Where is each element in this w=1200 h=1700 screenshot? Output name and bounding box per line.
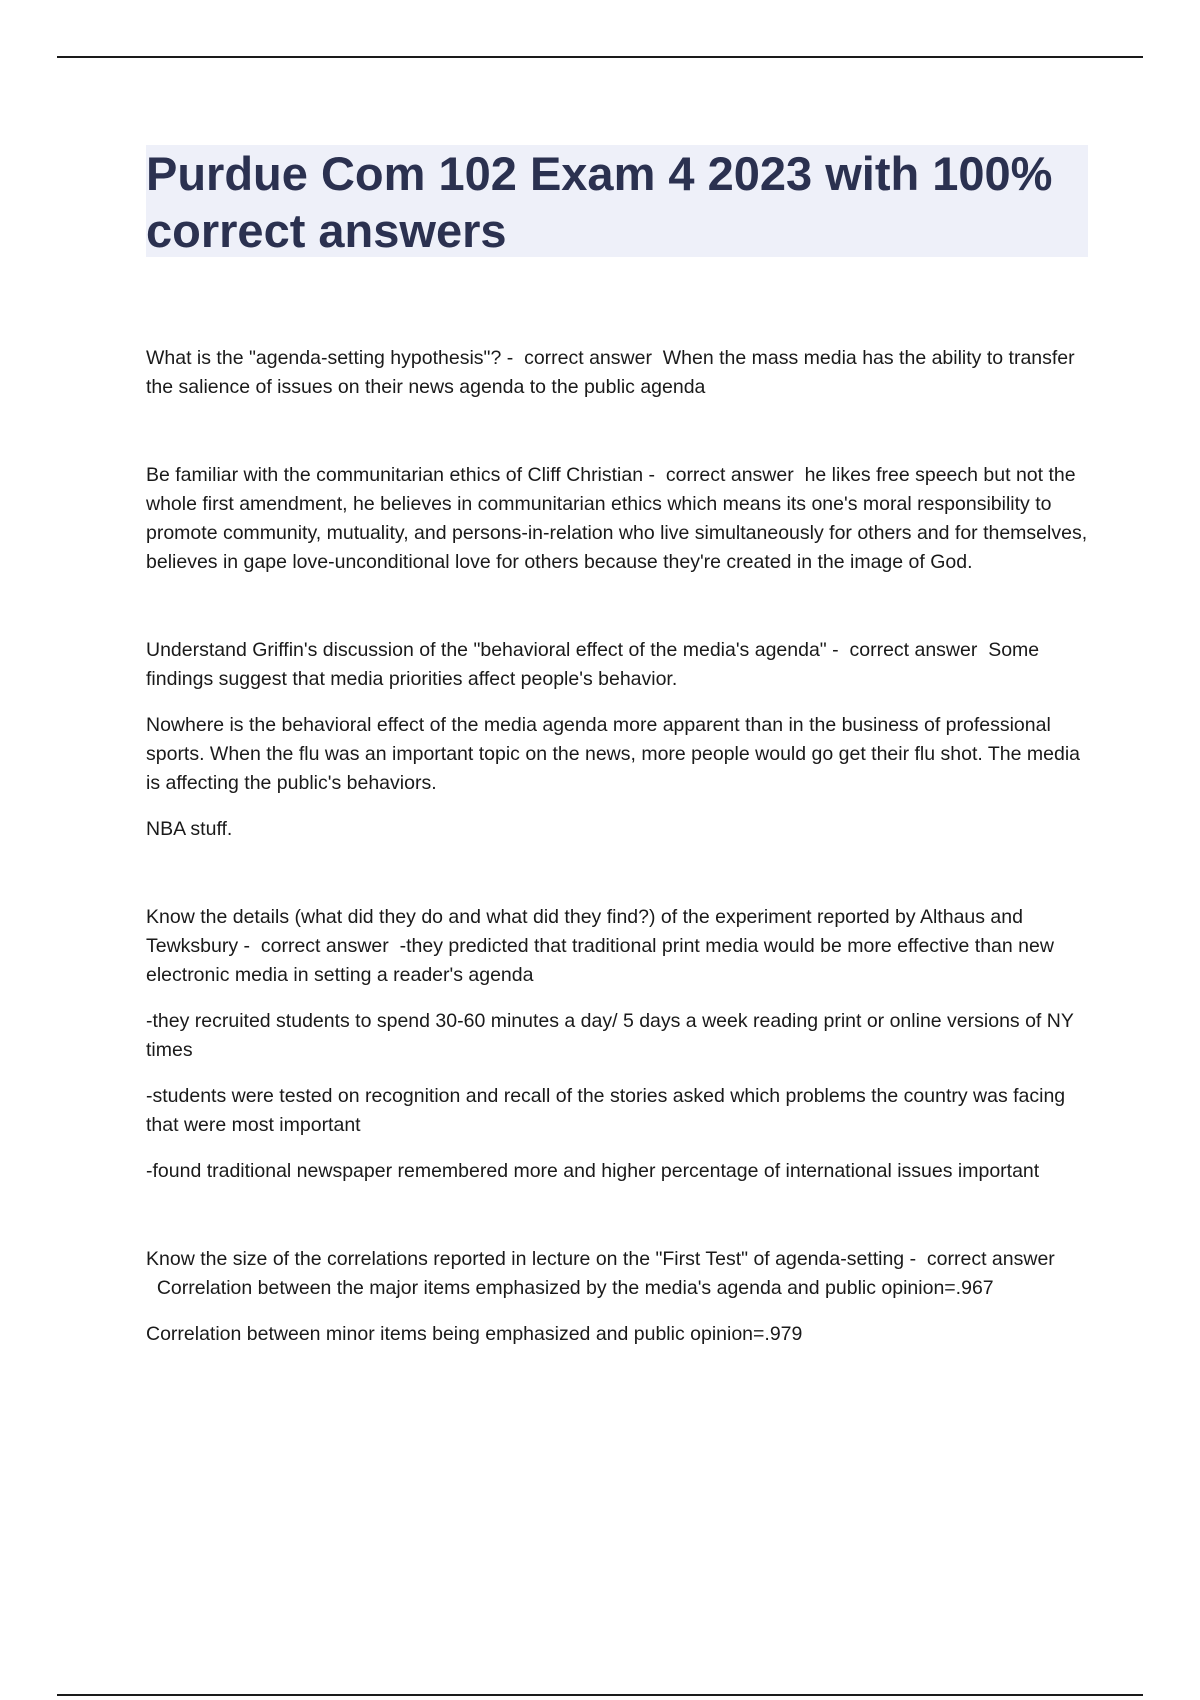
top-rule (57, 56, 1143, 58)
question-text: Know the size of the correlations reported in lecture on the "First Test" of agenda-setting (146, 1248, 905, 1270)
answer-text: Some findings suggest that media priorities affect people's behavior. (146, 639, 1040, 690)
answer-marker: correct answer (665, 464, 794, 486)
page-title: Purdue Com 102 Exam 4 2023 with 100% correct answers (146, 147, 1053, 257)
qa-item (146, 1245, 1092, 1349)
answer-marker: correct answer (524, 347, 652, 369)
question-text: Know the details (what did they do and what did they find?) of the experiment reported by Althaus and Tewksbury (146, 906, 1023, 957)
answer-paragraph: NBA stuff. (146, 818, 233, 840)
question-text: What is the "agenda-setting hypothesis"? (146, 347, 502, 369)
qa-first-paragraph: What is the "agenda-setting hypothesis"? - correct answer When the mass media has the ability to transfer the salience of issues on their news agenda to the public agenda (146, 347, 1075, 398)
qa-first-paragraph: Be familiar with the communitarian ethics of Cliff Christian - correct answer he likes free speech but not the whole first amendment, he believes in communitarian ethics which means its one's moral responsibility to promote community, mutuality, and persons-in-relation who live simultaneously for others and for themselves, believes in gape love-unconditional love for others because they're created in the image of God. (146, 464, 1088, 573)
answer-marker: correct answer (260, 935, 389, 957)
qa-first-paragraph: Understand Griffin's discussion of the "behavioral effect of the media's agenda" - correct answer Some findings suggest that media priorities affect people's behavior. (146, 639, 1040, 690)
answer-text: -they predicted that traditional print media would be more effective than new electronic media in setting a reader's agenda (146, 935, 1054, 986)
answer-marker: correct answer (926, 1248, 1055, 1270)
answer-paragraph: -they recruited students to spend 30-60 minutes a day/ 5 days a week reading print or online versions of NY times (146, 1010, 1074, 1061)
answer-text: When the mass media has the ability to transfer the salience of issues on their news agenda to the public agenda (146, 347, 1075, 398)
question-text: Understand Griffin's discussion of the "behavioral effect of the media's agenda" (146, 639, 827, 661)
bottom-rule (57, 1694, 1143, 1696)
answer-paragraph: Correlation between minor items being emphasized and public opinion=.979 (146, 1323, 803, 1345)
answer-text: he likes free speech but not the whole first amendment, he believes in communitarian ethics which means its one's moral responsibility to promote community, mutuality, and persons-in-relation who live simultaneously for others and for themselves, believes in gape love-unconditional love for others because they're created in the image of God. (146, 464, 1088, 573)
qa-item (146, 903, 1092, 1186)
qa-first-paragraph: Know the size of the correlations reported in lecture on the "First Test" of agenda-setting - correct answer Correlation between the major items emphasized by the media's agenda and public opinion=.967 (146, 1248, 1055, 1299)
qa-list (146, 344, 1092, 1408)
answer-marker: correct answer (849, 639, 978, 661)
answer-text: Correlation between the major items emphasized by the media's agenda and public opinion=.967 (156, 1277, 994, 1299)
answer-paragraph: -found traditional newspaper remembered more and higher percentage of international issues important (146, 1160, 1040, 1182)
qa-item (146, 461, 1092, 577)
answer-paragraph: -students were tested on recognition and recall of the stories asked which problems the country was facing that were most important (146, 1085, 1066, 1136)
question-text: Be familiar with the communitarian ethics of Cliff Christian (146, 464, 644, 486)
answer-paragraph: Nowhere is the behavioral effect of the media agenda more apparent than in the business of professional sports. When the flu was an important topic on the news, more people would go get their flu shot. The media is affecting the public's behaviors. (146, 714, 1080, 794)
qa-item (146, 636, 1092, 844)
qa-item (146, 344, 1092, 402)
title-banner (146, 145, 1088, 257)
qa-first-paragraph: Know the details (what did they do and what did they find?) of the experiment reported by Althaus and Tewksbury - correct answer -they predicted that traditional print media would be more effective than new electronic media in setting a reader's agenda (146, 906, 1054, 986)
